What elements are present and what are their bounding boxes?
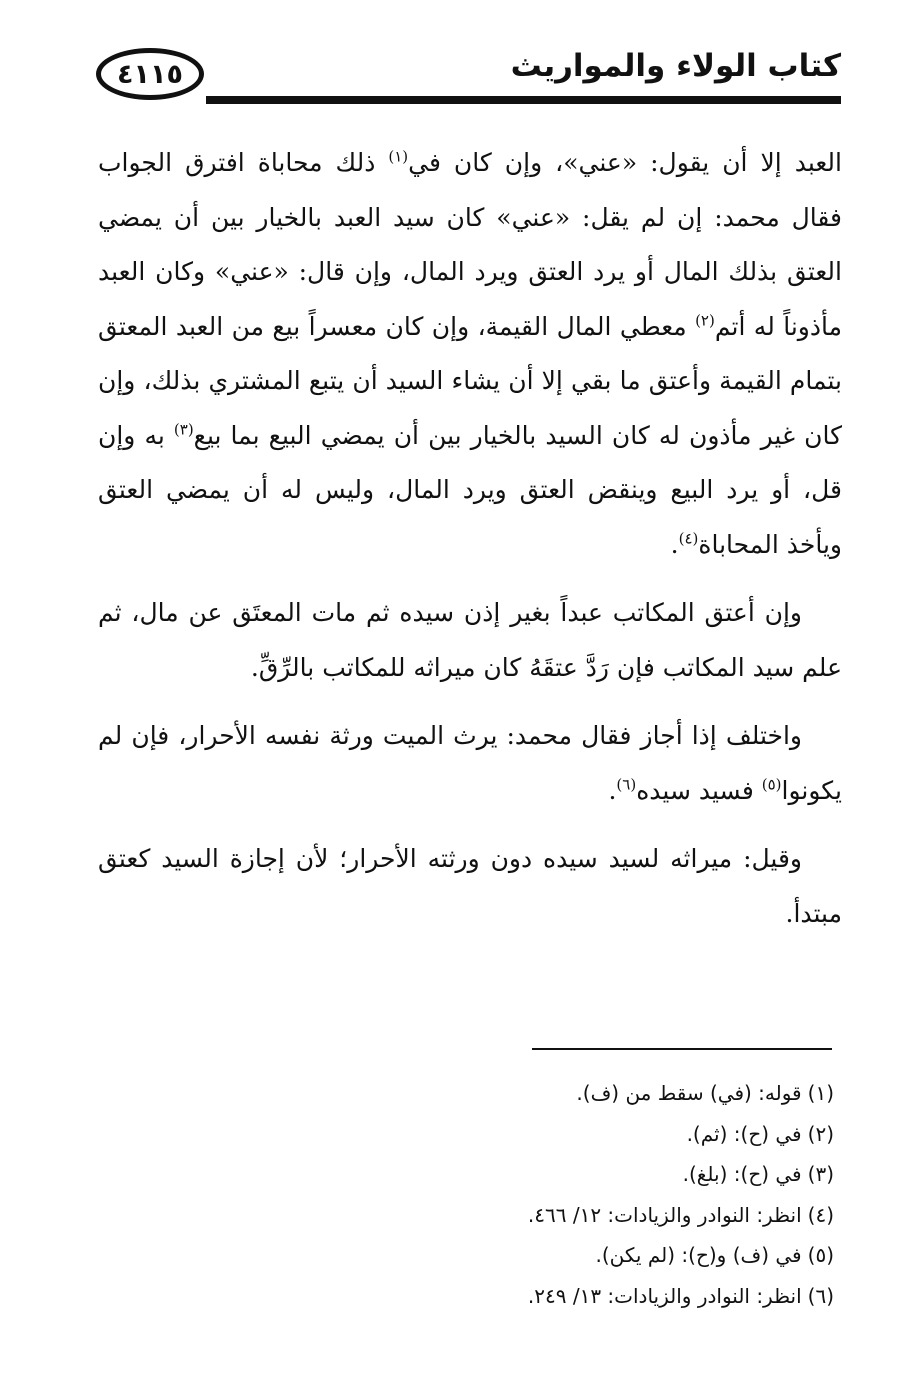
- footnote-text: انظر: النوادر والزيادات: ١٣/ ٢٤٩.: [527, 1283, 802, 1308]
- footnote-text: في (ح): (بلغ).: [682, 1162, 802, 1186]
- footnote-4: [234, 1195, 834, 1236]
- footnote-ref-1: (١): [388, 147, 409, 166]
- footnote-number: (٢): [807, 1121, 834, 1146]
- paragraph-3-part-b: فسيد سيده: [636, 775, 762, 805]
- footnote-number: (٦): [807, 1283, 834, 1308]
- paragraph-3: [98, 709, 842, 818]
- footnote-text: انظر: النوادر والزيادات: ١٢/ ٤٦٦.: [527, 1202, 802, 1227]
- paragraph-3-part-a: واختلف إذا أجاز فقال محمد: يرث الميت ورثة نفسه الأحرار، فإن لم يكونوا: [98, 721, 842, 805]
- footnote-6: [234, 1276, 834, 1317]
- footnote-ref-4: (٤): [678, 529, 699, 548]
- footnote-5: [234, 1235, 834, 1276]
- footnote-2: [234, 1114, 834, 1155]
- paragraph-1-part-a: العبد إلا أن يقول: «عني»، وإن كان في: [408, 148, 842, 177]
- paragraph-1: [98, 136, 842, 572]
- footnote-number: (١): [807, 1081, 834, 1105]
- footnote-text: في (ف) و(ح): (لم يكن).: [595, 1243, 802, 1267]
- paragraph-1-part-b: ذلك محاباة افترق الجواب فقال محمد: إن لم يقل: «عني» كان سيد العبد بالخيار بين أن يمضي العتق بذلك المال أو يرد العتق ويرد المال، وإن قال: «عني» وكان العبد مأذوناً له أتم: [98, 148, 843, 341]
- footnote-number: (٤): [807, 1202, 834, 1227]
- paragraph-1-part-c: معطي المال القيمة، وإن كان معسراً بيع من العبد المعتق بتمام القيمة وأعتق ما بقي إلا أن يشاء السيد أن يتبع المشتري بذلك، وإن كان غير مأذون له كان السيد بالخيار بين أن يمضي البيع بما بيع: [98, 311, 842, 450]
- header-rule: [206, 96, 841, 104]
- paragraph-3-part-c: .: [608, 775, 617, 805]
- footnote-ref-5: (٥): [761, 775, 782, 794]
- footnotes: [234, 1073, 834, 1316]
- main-text: [98, 136, 842, 941]
- footnote-ref-2: (٢): [695, 311, 715, 330]
- paragraph-1-part-d: به وإن قل، أو يرد البيع وينقض العتق ويرد المال، وليس له أن يمضي العتق ويأخذ المحاباة: [98, 420, 842, 559]
- footnote-ref-3: (٣): [173, 420, 194, 439]
- footnote-number: (٣): [807, 1162, 834, 1186]
- page-header: [96, 42, 841, 114]
- footnote-text: في (ح): (ثم).: [686, 1121, 802, 1146]
- footnote-1: [234, 1073, 834, 1114]
- footnote-ref-6: (٦): [616, 775, 637, 794]
- footnote-number: (٥): [807, 1243, 834, 1267]
- paragraph-4: وقيل: ميراثه لسيد سيده دون ورثته الأحرار؛ لأن إجازة السيد كعتق مبتدأ.: [98, 844, 842, 928]
- page-number-badge: [96, 48, 204, 100]
- page-number: ٤١١٥: [117, 58, 183, 90]
- footnote-text: قوله: (في) سقط من (ف).: [576, 1081, 802, 1105]
- footnote-separator: [532, 1048, 832, 1050]
- paragraph-2: وإن أعتق المكاتب عبداً بغير إذن سيده ثم مات المعتَق عن مال، ثم علم سيد المكاتب فإن رَدَّ عتقَهُ كان ميراثه للمكاتب بالرِّقِّ.: [98, 598, 842, 682]
- footnote-3: [234, 1154, 834, 1195]
- book-title: كتاب الولاء والمواريث: [510, 48, 841, 84]
- paragraph-1-part-e: .: [670, 529, 679, 559]
